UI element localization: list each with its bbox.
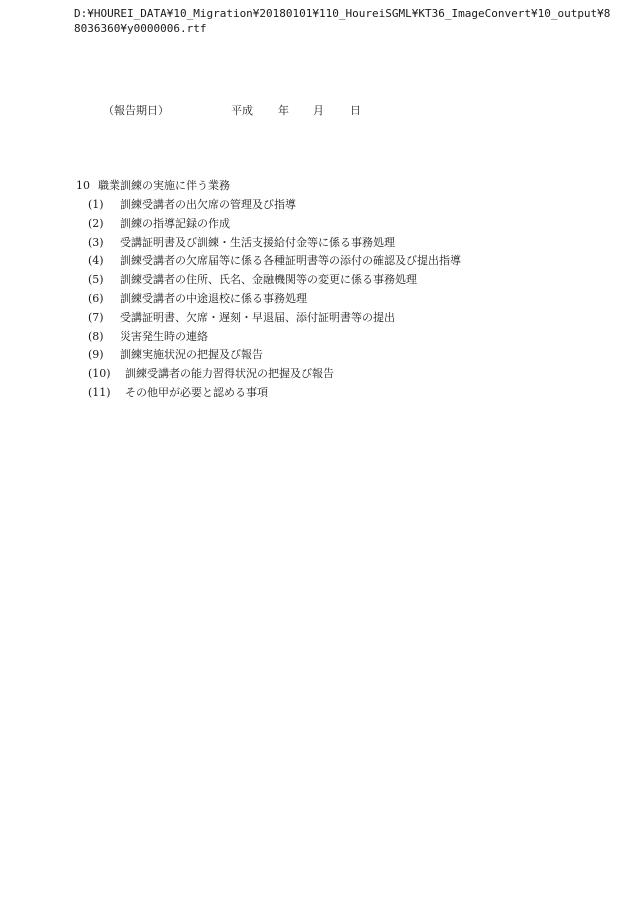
section-heading [76, 178, 230, 194]
item-text: 受講証明書及び訓練・生活支援給付金等に係る事務処理 [120, 235, 395, 249]
section-title: 職業訓練の実施に伴う業務 [98, 179, 230, 192]
section-number: 10 [76, 179, 90, 192]
item-number: (8) [88, 329, 104, 343]
item-text: 訓練受講者の欠席届等に係る各種証明書等の添付の確認及び提出指導 [120, 254, 461, 268]
item-number: (9) [88, 348, 104, 362]
item-text: 訓練受講者の出欠席の管理及び指導 [120, 198, 296, 211]
item-number: (11) [88, 385, 111, 399]
file-path-header: D:¥HOUREI_DATA¥10_Migration¥20180101¥110_HoureiSGML¥KT36_ImageConvert¥10_output¥88036360¥y0000006.rtf [74, 7, 611, 35]
item-number: (10) [88, 367, 111, 381]
item-number: (5) [88, 273, 104, 287]
item-text: 訓練実施状況の把握及び報告 [120, 348, 263, 362]
item-text: 受講証明書、欠席・遅刻・早退届、添付証明書等の提出 [120, 310, 395, 324]
item-number: (4) [88, 254, 104, 268]
item-text: 訓練受講者の中途退校に係る事務処理 [120, 291, 307, 305]
item-number: (1) [88, 198, 104, 211]
report-period-line [0, 103, 630, 119]
report-period-label: （報告期日） [103, 104, 169, 117]
item-text: 訓練受講者の能力習得状況の把握及び報告 [125, 367, 334, 381]
era-label: 平成 [231, 104, 253, 117]
item-number: (2) [88, 216, 104, 230]
item-number: (3) [88, 235, 104, 249]
item-number: (7) [88, 310, 104, 324]
day-unit: 日 [350, 104, 361, 117]
month-unit: 月 [313, 104, 324, 117]
item-text: 災害発生時の連絡 [120, 329, 208, 343]
year-unit: 年 [278, 104, 289, 117]
item-text: その他甲が必要と認める事項 [125, 385, 268, 399]
item-text: 訓練の指導記録の作成 [120, 216, 230, 230]
item-number: (6) [88, 291, 104, 305]
item-text: 訓練受講者の住所、氏名、金融機関等の変更に係る事務処理 [120, 273, 417, 287]
